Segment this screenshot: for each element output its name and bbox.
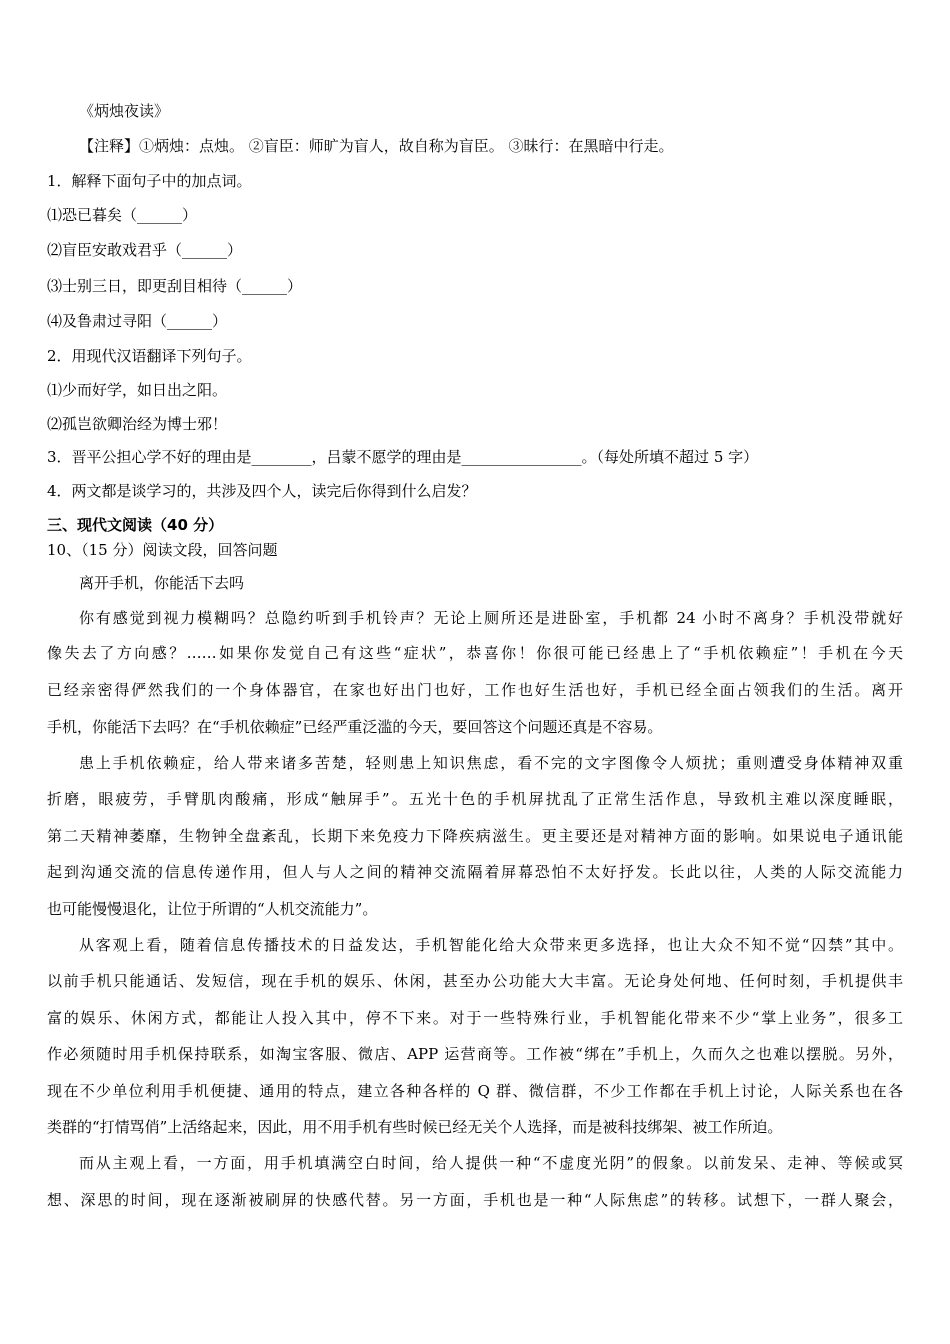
question-1-item: ⑷及鲁肃过寻阳（______） (47, 312, 228, 330)
paragraph-line: 也可能慢慢退化，让位于所谓的“人机交流能力”。 (47, 900, 378, 918)
question-2: 2．用现代汉语翻译下列句子。 (47, 347, 252, 365)
question-1: 1．解释下面句子中的加点词。 (47, 172, 252, 190)
paragraph-line: 第二天精神萎靡，生物钟全盘紊乱，长期下来免疫力下降疾病滋生。更主要还是对精神方面的影响。如果说电子通讯能 (47, 827, 903, 845)
question-4: 4．两文都是谈学习的，共涉及四个人，读完后你得到什么启发？ (47, 482, 477, 500)
question-1-item: ⑶士别三日，即更刮目相待（______） (47, 277, 303, 295)
question-2-item: ⑴少而好学，如日出之阳。 (47, 381, 228, 399)
paragraph-line: 想、深思的时间，现在逐渐被刷屏的快感代替。另一方面，手机也是一种“人际焦虑”的转移。试想下，一群人聚会， (47, 1191, 903, 1209)
question-2-item: ⑵孤岂欲卿治经为博士邪！ (47, 415, 228, 433)
paragraph-line: 而从主观上看，一方面，用手机填满空白时间，给人提供一种“不虚度光阴”的假象。以前发呆、走神、等候或冥 (79, 1154, 903, 1172)
paragraph-line: 起到沟通交流的信息传递作用，但人与人之间的精神交流隔着屏幕恐怕不太好抒发。长此以往，人类的人际交流能力 (47, 863, 903, 881)
paragraph-line: 手机，你能活下去吗？在“手机依赖症”已经严重泛滥的今天，要回答这个问题还真是不容易。 (47, 718, 663, 736)
article-title: 离开手机，你能活下去吗 (79, 574, 245, 592)
question-3: 3．晋平公担心学不好的理由是________，吕蒙不愿学的理由是________________。（每处所填不超过 5 字） (47, 448, 759, 466)
section-heading: 三、现代文阅读（40 分） (47, 516, 224, 534)
paragraph-line: 像失去了方向感？……如果你发觉自己有这些“症状”，恭喜你！你很可能已经患上了“手机依赖症”！手机在今天 (47, 644, 903, 662)
question-1-item: ⑴恐已暮矣（______） (47, 206, 198, 224)
annotation: 【注释】①炳烛：点烛。 ②盲臣：师旷为盲人，故自称为盲臣。 ③昧行：在黑暗中行走。 (79, 137, 674, 155)
paragraph-line: 类群的“打情骂俏”上活络起来，因此，用不用手机有些时候已经无关个人选择，而是被科技绑架、被工作所迫。 (47, 1118, 783, 1136)
paragraph-line: 患上手机依赖症，给人带来诸多苦楚，轻则患上知识焦虑，看不完的文字图像令人烦扰；重则遭受身体精神双重 (79, 754, 903, 772)
paragraph-line: 已经亲密得俨然我们的一个身体器官，在家也好出门也好，工作也好生活也好，手机已经全面占领我们的生活。离开 (47, 681, 903, 699)
question-10: 10、（15 分）阅读文段，回答问题 (47, 541, 278, 559)
paragraph-line: 现在不少单位利用手机便捷、通用的特点，建立各种各样的 Q 群、微信群，不少工作都在手机上讨论，人际关系也在各 (47, 1082, 903, 1100)
paragraph-line: 你有感觉到视力模糊吗？总隐约听到手机铃声？无论上厕所还是进卧室，手机都 24 小时不离身？手机没带就好 (79, 609, 903, 627)
poem-title: 《炳烛夜读》 (79, 102, 170, 120)
paragraph-line: 作必须随时用手机保持联系，如淘宝客服、微店、APP 运营商等。工作被“绑在”手机上，久而久之也难以摆脱。另外， (47, 1045, 903, 1063)
paragraph-line: 以前手机只能通话、发短信，现在手机的娱乐、休闲，甚至办公功能大大丰富。无论身处何地、任何时刻，手机提供丰 (47, 972, 903, 990)
paragraph-line: 折磨，眼疲劳，手臂肌肉酸痛，形成“触屏手”。五光十色的手机屏扰乱了正常生活作息，导致机主难以深度睡眠， (47, 790, 903, 808)
paragraph-line: 从客观上看，随着信息传播技术的日益发达，手机智能化给大众带来更多选择，也让大众不知不觉“囚禁”其中。 (79, 936, 903, 954)
paragraph-line: 富的娱乐、休闲方式，都能让人投入其中，停不下来。对于一些特殊行业，手机智能化带来不少“掌上业务”，很多工 (47, 1009, 903, 1027)
question-1-item: ⑵盲臣安敢戏君乎（______） (47, 241, 243, 259)
